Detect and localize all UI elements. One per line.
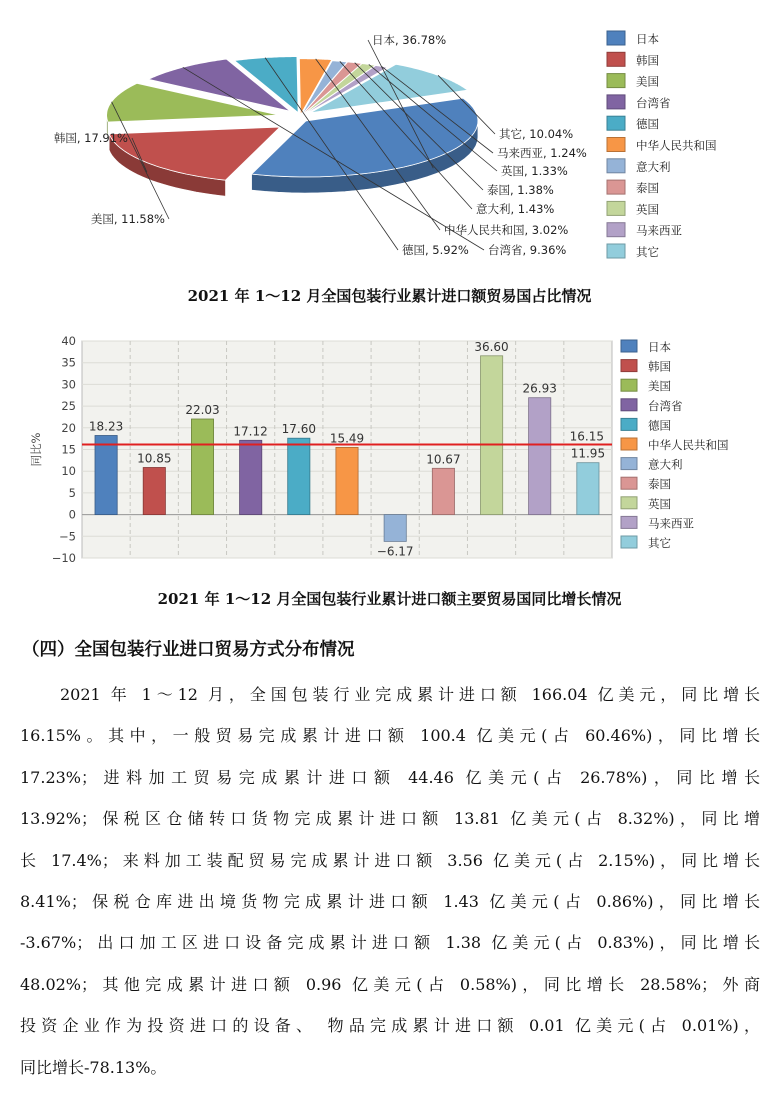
legend-swatch bbox=[621, 516, 637, 528]
legend-label: 泰国 bbox=[648, 477, 671, 492]
bar-value-label: 17.60 bbox=[281, 422, 316, 437]
y-tick-label: −5 bbox=[59, 529, 76, 544]
bar-10 bbox=[529, 398, 551, 515]
section-heading: （四）全国包装行业进口贸易方式分布情况 bbox=[22, 640, 355, 660]
legend-swatch bbox=[621, 438, 637, 450]
y-tick-label: 20 bbox=[61, 420, 76, 435]
paragraph-line: 长 17.4%；来料加工装配贸易完成累计进口额 3.56 亿美元(占 2.15%)，同比增长 bbox=[20, 850, 760, 870]
legend-swatch bbox=[607, 95, 625, 109]
legend-swatch bbox=[607, 223, 625, 237]
pie-slice-label: 泰国, 1.38% bbox=[487, 183, 554, 197]
pie-slice-label: 台湾省, 9.36% bbox=[488, 243, 567, 257]
bar-3 bbox=[191, 419, 213, 515]
paragraph-line: 8.41%；保税仓库进出境货物完成累计进口额 1.43 亿美元(占 0.86%)，同比增长 bbox=[20, 891, 760, 911]
legend-swatch bbox=[607, 74, 625, 88]
bar-chart-caption: 2021 年 1～12 月全国包装行业累计进口额主要贸易国同比增长情况 bbox=[157, 590, 622, 608]
legend-swatch bbox=[621, 497, 637, 509]
bar-2 bbox=[143, 468, 165, 515]
legend-label: 日本 bbox=[636, 32, 659, 46]
paragraph-line: 16.15%。其中，一般贸易完成累计进口额 100.4 亿美元(占 60.46%)，同比增长 bbox=[20, 726, 760, 746]
legend-label: 马来西亚 bbox=[648, 516, 694, 531]
legend-label: 意大利 bbox=[636, 159, 671, 174]
bar-8 bbox=[432, 468, 454, 514]
legend-swatch bbox=[607, 159, 625, 173]
pie-chart bbox=[0, 0, 779, 280]
bar-5 bbox=[288, 438, 310, 514]
legend-swatch bbox=[621, 379, 637, 391]
legend-label: 德国 bbox=[636, 117, 659, 132]
pie-slice-label: 中华人民共和国, 3.02% bbox=[444, 223, 569, 237]
legend-swatch bbox=[607, 116, 625, 130]
bar-value-label: 10.85 bbox=[137, 451, 172, 466]
legend-label: 中华人民共和国 bbox=[648, 438, 729, 452]
legend-swatch bbox=[607, 201, 625, 215]
legend-swatch bbox=[621, 360, 637, 372]
paragraph-line: 48.02%；其他完成累计进口额 0.96 亿美元(占 0.58%)，同比增长 28.58%；外商 bbox=[20, 974, 760, 994]
bar-value-label: 22.03 bbox=[185, 403, 220, 417]
pie-slice-label: 英国, 1.33% bbox=[501, 164, 568, 178]
y-tick-label: 15 bbox=[61, 442, 76, 457]
legend-swatch bbox=[621, 399, 637, 411]
legend-label: 台湾省 bbox=[648, 398, 683, 413]
legend-label: 马来西亚 bbox=[636, 223, 682, 238]
legend-label: 中华人民共和国 bbox=[636, 138, 717, 153]
legend-label: 英国 bbox=[648, 496, 671, 511]
paragraph-line: 2021 年 1～12 月，全国包装行业完成累计进口额 166.04 亿美元，同比增长 bbox=[60, 685, 760, 704]
pie-slice-label: 意大利, 1.43% bbox=[476, 202, 555, 216]
bar-7 bbox=[384, 515, 406, 542]
bar-value-label: 15.49 bbox=[329, 431, 365, 446]
y-tick-label: 5 bbox=[68, 485, 76, 500]
legend-label: 美国 bbox=[648, 379, 671, 394]
bar-value-label: −6.17 bbox=[376, 544, 414, 559]
bar-value-label: 10.67 bbox=[426, 452, 461, 467]
legend-swatch bbox=[607, 52, 625, 66]
y-tick-label: 0 bbox=[68, 507, 76, 522]
legend-label: 德国 bbox=[648, 418, 671, 433]
bar-value-label: 11.95 bbox=[570, 446, 606, 461]
legend-swatch bbox=[607, 180, 625, 194]
body-paragraph bbox=[20, 674, 760, 1088]
pie-slice-label: 韩国, 17.91% bbox=[53, 131, 128, 145]
bar-value-label: 26.93 bbox=[522, 381, 557, 396]
pie-slice-label: 马来西亚, 1.24% bbox=[497, 146, 587, 160]
legend-swatch bbox=[621, 418, 637, 430]
pie-slice-label: 美国, 11.58% bbox=[90, 212, 165, 226]
legend-label: 其它 bbox=[648, 536, 671, 550]
bar-value-label: 36.60 bbox=[474, 339, 509, 354]
bar-value-label: 18.23 bbox=[88, 419, 124, 434]
y-tick-label: 10 bbox=[61, 464, 76, 479]
bar-11 bbox=[577, 463, 599, 515]
legend-label: 其它 bbox=[636, 245, 659, 259]
paragraph-line: -3.67%；出口加工区进口设备完成累计进口额 1.38 亿美元(占 0.83%)，同比增长 bbox=[20, 933, 760, 953]
legend-swatch bbox=[621, 458, 637, 470]
bar-chart bbox=[0, 328, 779, 578]
legend-label: 韩国 bbox=[648, 359, 671, 374]
paragraph-line: 同比增长-78.13%。 bbox=[20, 1057, 167, 1077]
legend-swatch bbox=[607, 31, 625, 45]
pie-slice-label: 其它, 10.04% bbox=[499, 127, 574, 141]
y-tick-label: 40 bbox=[61, 334, 76, 348]
y-axis-title: 同比% bbox=[29, 432, 43, 467]
legend-label: 韩国 bbox=[636, 53, 659, 68]
paragraph-line: 17.23%；进料加工贸易完成累计进口额 44.46 亿美元(占 26.78%)，同比增长 bbox=[20, 767, 760, 787]
legend-swatch bbox=[607, 138, 625, 152]
y-tick-label: 25 bbox=[61, 399, 76, 414]
pie-chart-caption: 2021 年 1～12 月全国包装行业累计进口额贸易国占比情况 bbox=[187, 287, 592, 305]
legend-label: 日本 bbox=[648, 340, 671, 354]
legend-label: 意大利 bbox=[648, 457, 683, 472]
paragraph-line: 投资企业作为投资进口的设备、 物品完成累计进口额 0.01 亿美元(占 0.01%)， bbox=[20, 1016, 760, 1036]
y-tick-label: 30 bbox=[61, 377, 76, 392]
legend-label: 美国 bbox=[636, 74, 659, 89]
legend-label: 英国 bbox=[636, 202, 659, 217]
average-line-label: 16.15 bbox=[569, 429, 604, 444]
bar-4 bbox=[240, 440, 262, 514]
y-tick-label: 35 bbox=[61, 355, 76, 370]
y-tick-label: −10 bbox=[51, 551, 76, 565]
legend-label: 泰国 bbox=[636, 181, 659, 196]
bar-value-label: 17.12 bbox=[233, 424, 268, 439]
bar-6 bbox=[336, 447, 358, 514]
legend-label: 台湾省 bbox=[636, 95, 671, 110]
legend-swatch bbox=[621, 536, 637, 548]
paragraph-line: 13.92%；保税区仓储转口货物完成累计进口额 13.81 亿美元(占 8.32%)，同比增 bbox=[20, 809, 760, 829]
bar-1 bbox=[95, 436, 117, 515]
legend-swatch bbox=[607, 244, 625, 258]
legend-swatch bbox=[621, 477, 637, 489]
bar-9 bbox=[481, 356, 503, 515]
pie-slice-label: 德国, 5.92% bbox=[402, 243, 469, 257]
legend-swatch bbox=[621, 340, 637, 352]
pie-slice-label: 日本, 36.78% bbox=[372, 33, 447, 47]
